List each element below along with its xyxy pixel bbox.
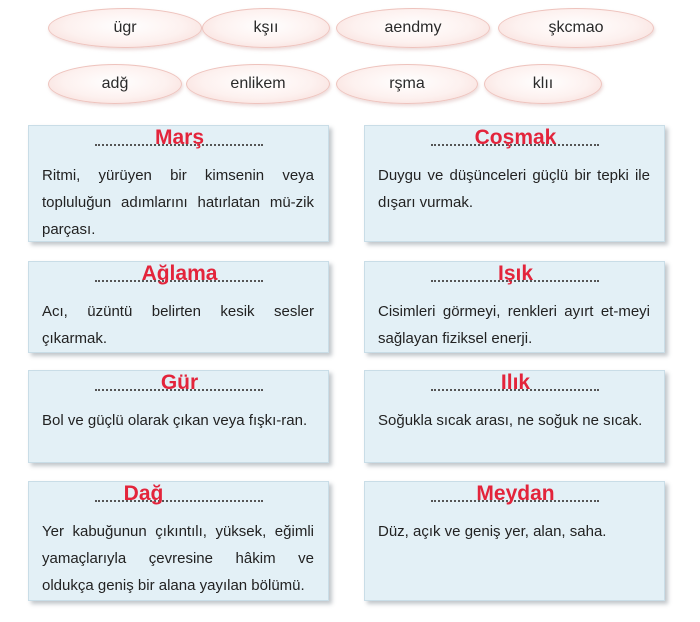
definition-text: Acı, üzüntü belirten kesik sesler çıkarmak. xyxy=(42,303,314,347)
definition-card xyxy=(364,481,665,601)
scrambled-word: kşıı xyxy=(202,8,330,48)
definition-text: Cisimleri görmeyi, renkleri ayırt et-meyi sağlayan fiziksel enerji. xyxy=(378,303,650,347)
scrambled-word: aendmy xyxy=(336,8,490,48)
scrambled-word: ügr xyxy=(48,8,202,48)
definition-card xyxy=(28,481,329,601)
answer-word: Ağlama xyxy=(141,262,218,285)
definition-card xyxy=(364,261,665,353)
scrambled-word: adğ xyxy=(48,64,182,104)
answer-word: Marş xyxy=(154,126,205,149)
definition-text: Ritmi, yürüyen bir kimsenin veya topluluğun adımlarını hatırlatan mü-zik parçası. xyxy=(42,167,314,238)
definition-text: Yer kabuğunun çıkıntılı, yüksek, eğimli yamaçlarıyla çevresine hâkim ve oldukça geniş bir alana yayılan bölümü. xyxy=(42,523,314,594)
answer-word: Işık xyxy=(497,262,534,285)
scrambled-word: rşma xyxy=(336,64,478,104)
definition-card xyxy=(364,125,665,242)
definition-card xyxy=(28,261,329,353)
scrambled-words xyxy=(0,0,700,120)
answer-word: Meydan xyxy=(476,482,555,505)
definition-text: Düz, açık ve geniş yer, alan, saha. xyxy=(378,523,607,540)
definition-card xyxy=(28,125,329,242)
scrambled-word: enlikem xyxy=(186,64,330,104)
definition-text: Duygu ve düşünceleri güçlü bir tepki ile dışarı vurmak. xyxy=(378,167,650,211)
scrambled-word: klıı xyxy=(484,64,602,104)
definition-card xyxy=(28,370,329,463)
answer-word: Dağ xyxy=(123,482,164,505)
answer-word: Ilık xyxy=(500,371,531,394)
definition-text: Bol ve güçlü olarak çıkan veya fışkı-ran. xyxy=(42,412,308,429)
definition-text: Soğukla sıcak arası, ne soğuk ne sıcak. xyxy=(378,412,643,429)
definition-card xyxy=(364,370,665,463)
answer-word: Gür xyxy=(160,371,199,394)
answer-word: Coşmak xyxy=(474,126,557,149)
scrambled-word: şkcmao xyxy=(498,8,654,48)
